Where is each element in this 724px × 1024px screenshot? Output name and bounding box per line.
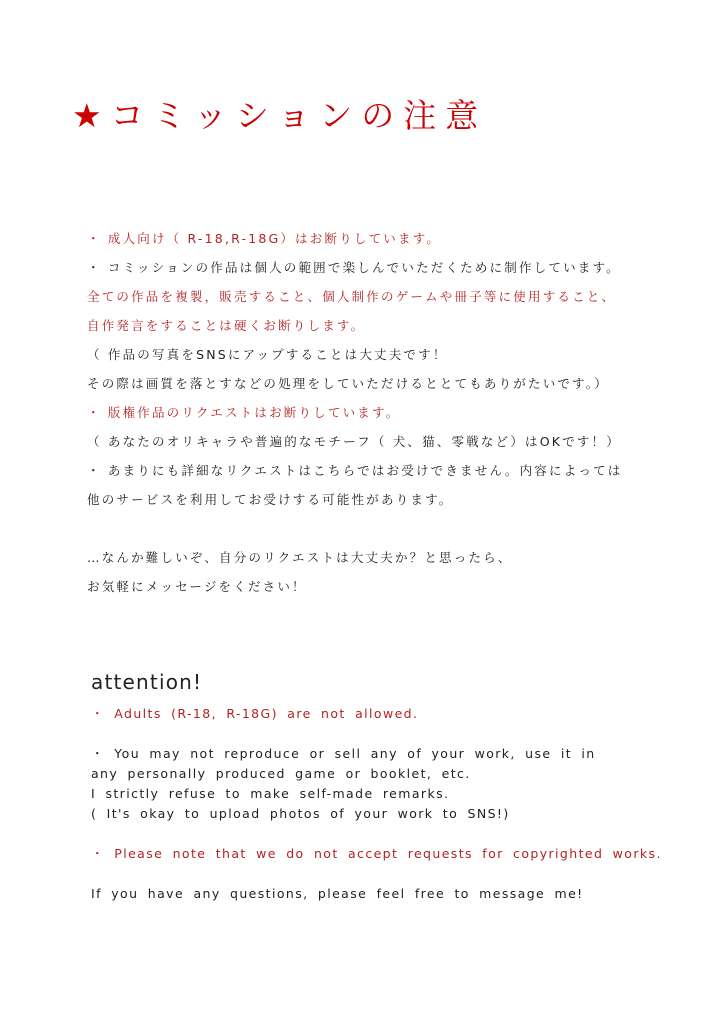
jp-spacer [87,514,687,543]
en-spacer-1 [91,724,701,744]
jp-line-original-ok: （ あなたのオリキャラや普遍的なモチーフ（ 犬、猫、零戦など）はOKです！） [87,434,621,449]
jp-line-sns-ok: （ 作品の写真をSNSにアップすることは大丈夫です！ [87,347,448,362]
en-spacer-2 [91,824,701,844]
jp-line-quality-request: その際は画質を落とすなどの処理をしていただけるととてもありがたいです。） [87,376,609,391]
jp-line-copyright: ・ 版権作品のリクエストはお断りしています。 [87,405,401,420]
english-notice [91,704,701,904]
japanese-notice [87,224,687,601]
en-line-questions: If you have any questions, please feel free to message me! [91,886,584,901]
jp-line-detailed-request: ・ あまりにも詳細なリクエストはこちらではお受けできません。内容によっては [87,463,623,478]
en-line-adult: ・ Adults (R-18, R-18G) are not allowed. [91,706,419,721]
jp-line-personal-use: ・ コミッションの作品は個人の範囲で楽しんでいただくために制作しています。 [87,260,621,275]
jp-line-other-service: 他のサービスを利用してお受けする可能性があります。 [87,492,454,507]
en-line-reproduce: ・ You may not reproduce or sell any of your work, use it in [91,746,596,761]
jp-line-adult: ・ 成人向け（ R-18,R-18G）はお断りしています。 [87,231,442,246]
jp-line-message: お気軽にメッセージをください！ [87,579,307,594]
en-line-copyright: ・ Please note that we do not accept requests for copyrighted works. [91,846,662,861]
en-spacer-3 [91,864,701,884]
jp-line-no-self-claim: 自作発言をすることは硬くお断りします。 [87,318,366,333]
en-line-self-made: I strictly refuse to make self-made remarks. [91,786,450,801]
page-title: ★コミッションの注意 [72,96,488,135]
english-heading: attention! [91,670,203,694]
jp-line-no-reproduction: 全ての作品を複製，販売すること、個人制作のゲームや冊子等に使用すること、 [87,289,617,304]
en-line-sns-ok: ( It's okay to upload photos of your work to SNS!) [91,806,510,821]
en-line-game-booklet: any personally produced game or booklet, etc. [91,766,471,781]
jp-line-question: …なんか難しいぞ、自分のリクエストは大丈夫か？と思ったら、 [87,550,513,565]
